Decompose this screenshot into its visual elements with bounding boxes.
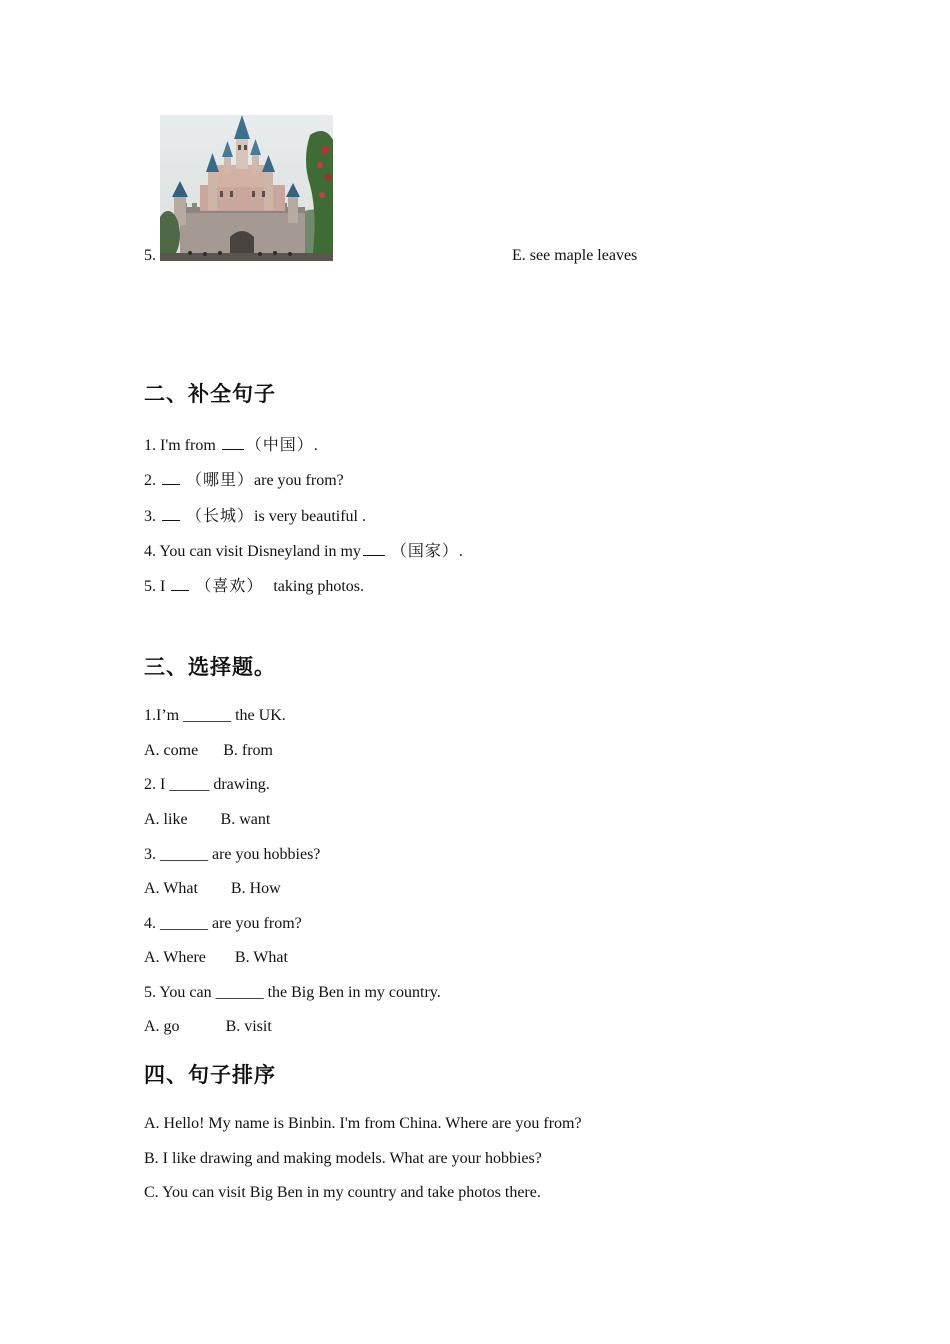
order-sentence-c: C. You can visit Big Ben in my country and take photos there. (144, 1184, 541, 1201)
blank[interactable] (162, 505, 180, 521)
option-a[interactable]: A. What (144, 880, 198, 897)
mc-options-5 (144, 1017, 272, 1037)
mc-question-4: 4. ______ are you from? (144, 915, 302, 932)
mc-options-4 (144, 948, 288, 968)
mc-question-1: 1.I’m ______ the UK. (144, 707, 286, 724)
fill-item-5: 5. I （喜欢） taking photos. (144, 575, 364, 597)
fill-item-4: 4. You can visit Disneyland in my （国家）. (144, 540, 463, 562)
blank[interactable] (222, 434, 244, 450)
mc-question-5: 5. You can ______ the Big Ben in my country. (144, 984, 441, 1001)
option-b[interactable]: B. How (230, 880, 281, 897)
section-3-title: 三、选择题。 (144, 655, 276, 679)
mc-options-2 (144, 810, 270, 830)
match-item-number: 5. (144, 247, 156, 264)
fill-item-1: 1. I'm from （中国）. (144, 434, 318, 456)
option-a[interactable]: A. come (144, 742, 199, 759)
fill-item-2: 2. （哪里）are you from? (144, 469, 344, 491)
mc-options-3 (144, 879, 281, 899)
order-sentence-a: A. Hello! My name is Binbin. I'm from China. Where are you from? (144, 1115, 582, 1132)
mc-options-1 (144, 741, 273, 761)
match-option-e: E. see maple leaves (512, 247, 638, 264)
option-b[interactable]: B. want (220, 811, 271, 828)
option-a[interactable]: A. like (144, 811, 188, 828)
option-b[interactable]: B. What (234, 949, 288, 966)
blank[interactable] (162, 469, 180, 485)
fill-item-3: 3. （长城）is very beautiful . (144, 505, 366, 527)
option-a[interactable]: A. go (144, 1018, 180, 1035)
blank[interactable] (171, 575, 189, 591)
option-b[interactable]: B. visit (225, 1018, 272, 1035)
section-2-title: 二、补全句子 (144, 382, 276, 406)
mc-question-2: 2. I _____ drawing. (144, 776, 270, 793)
section-4-title: 四、句子排序 (144, 1063, 276, 1087)
castle-photo (160, 115, 333, 261)
mc-question-3: 3. ______ are you hobbies? (144, 846, 321, 863)
option-b[interactable]: B. from (223, 742, 273, 759)
option-a[interactable]: A. Where (144, 949, 206, 966)
order-sentence-b: B. I like drawing and making models. What are your hobbies? (144, 1150, 542, 1167)
blank[interactable] (363, 540, 385, 556)
